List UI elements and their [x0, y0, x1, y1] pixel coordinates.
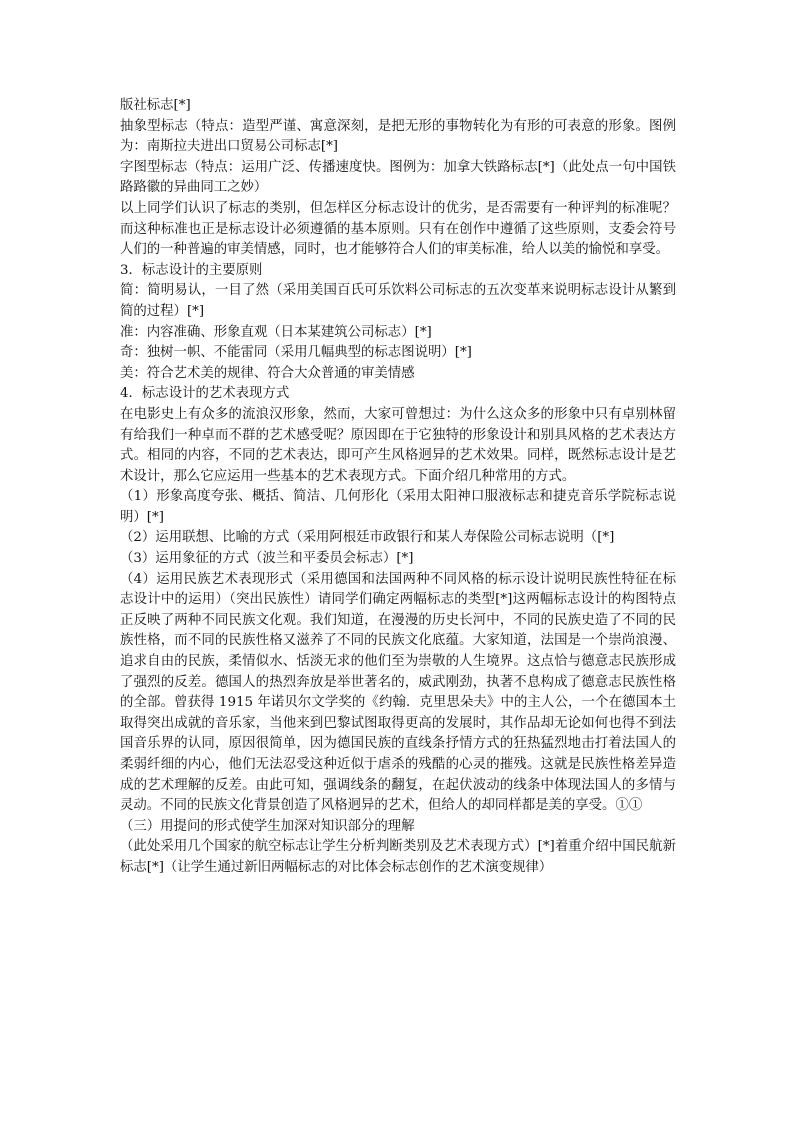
principle-unique: 奇：独树一帜、不能雷同（采用几幅典型的标志图说明）[*] — [120, 345, 472, 361]
section-heading-expression: 4．标志设计的艺术表现方式 — [120, 386, 290, 402]
paragraph-aviation-logos: （此处采用几个国家的航空标志让学生分析判断类别及艺术表现方式）[*]着重介绍中国民航新标志[*]（让学生通过新旧两幅标志的对比体会标志创作的艺术演变规律） — [120, 839, 676, 875]
principle-beautiful: 美：符合艺术美的规律、符合大众普通的审美情感 — [120, 365, 415, 381]
method-4: （4）运用民族艺术表现形式（采用德国和法国两种不同风格的标示设计说明民族性特征在标志设计中的运用）（突出民族性）请同学们确定两幅标志的类型[*]这两幅标志设计的构图特点正反映了两种不同民族文化观。我们知道，在漫漫的历史长河中，不同的民族史造了不同的民族性格，而不同的民族性格又滋养了不同的民族文化底蕴。大家知道，法国是一个崇尚浪漫、追求自由的民族，柔情似水、恬淡无求的他们至为崇敬的人生境界。这点恰与德意志民族形成了强烈的反差。德国人的热烈奔放是举世著名的，威武刚劲，执著不息构成了德意志民族性格的全部。曾获得 1915 年诺贝尔文学奖的《约翰．克里思朵夫》中的主人公，一个在德国本土取得突出成就的音乐家，当他来到巴黎试图取得更高的发展时，其作品却无论如何也得不到法国音乐界的认同，原因很简单，因为德国民族的直线条抒情方式的狂热猛烈地击打着法国人的柔弱纤细的内心，他们无法忍受这种近似于虐杀的残酷的心灵的摧残。这就是民族性格差异造成的艺术理解的反差。由此可知，强调线条的翻复，在起伏波动的线条中体现法国人的多情与灵动。不同的民族文化背景创造了风格迥异的艺术，但给人的却同样都是美的享受。①① — [120, 571, 676, 814]
principle-accurate: 准：内容准确、形象直观（日本某建筑公司标志）[*] — [120, 324, 432, 340]
section-heading-questions: （三）用提问的形式使学生加深对知识部分的理解 — [120, 818, 415, 834]
principle-simple: 简：简明易认，一目了然（采用美国百氏可乐饮料公司标志的五次变革来说明标志设计从繁到简的过程）[*] — [120, 283, 676, 319]
paragraph-abstract-logo: 抽象型标志（特点：造型严谨、寓意深刻，是把无形的事物转化为有形的可表意的形象。图例为：南斯拉夫进出口贸易公司标志[*] — [120, 118, 676, 155]
paragraph-publisher-logo: 版社标志[*] — [120, 98, 191, 113]
section-heading-principles: 3．标志设计的主要原则 — [120, 262, 263, 278]
method-2: （2）运用联想、比喻的方式（采用阿根廷市政银行和某人寿保险公司标志说明（[*] — [120, 530, 615, 546]
method-3: （3）运用象征的方式（波兰和平委员会标志）[*] — [120, 551, 414, 567]
paragraph-text-graphic-logo: 字图型标志（特点：运用广泛、传播速度快。图例为：加拿大铁路标志[*]（此处点一句中国铁路路徽的异曲同工之妙） — [120, 159, 676, 196]
paragraph-evaluation-standard: 以上同学们认识了标志的类别，但怎样区分标志设计的优劣，是否需要有一种评判的标准呢？而这种标准也正是标志设计必须遵循的基本原则。只有在创作中遵循了这些原则，支委会符号人们的一种普遍的审美情感，同时，也才能够符合人们的审美标准，给人以美的愉悦和享受。 — [120, 200, 676, 258]
document-body — [120, 96, 676, 879]
method-1: （1）形象高度夸张、概括、简洁、几何形化（采用太阳神口服液标志和捷克音乐学院标志说明）[*] — [120, 489, 676, 525]
paragraph-film-intro: 在电影史上有众多的流浪汉形象，然而，大家可曾想过：为什么这众多的形象中只有卓别林留有给我们一种卓而不群的艺术感受呢？原因即在于它独特的形象设计和别具风格的艺术表达方式。相同的内容，不同的艺术表达，即可产生风格迥异的艺术效果。同样，既然标志设计是艺术设计，那么它应运用一些基本的艺术表现方式。下面介绍几种常用的方式。 — [120, 406, 676, 484]
